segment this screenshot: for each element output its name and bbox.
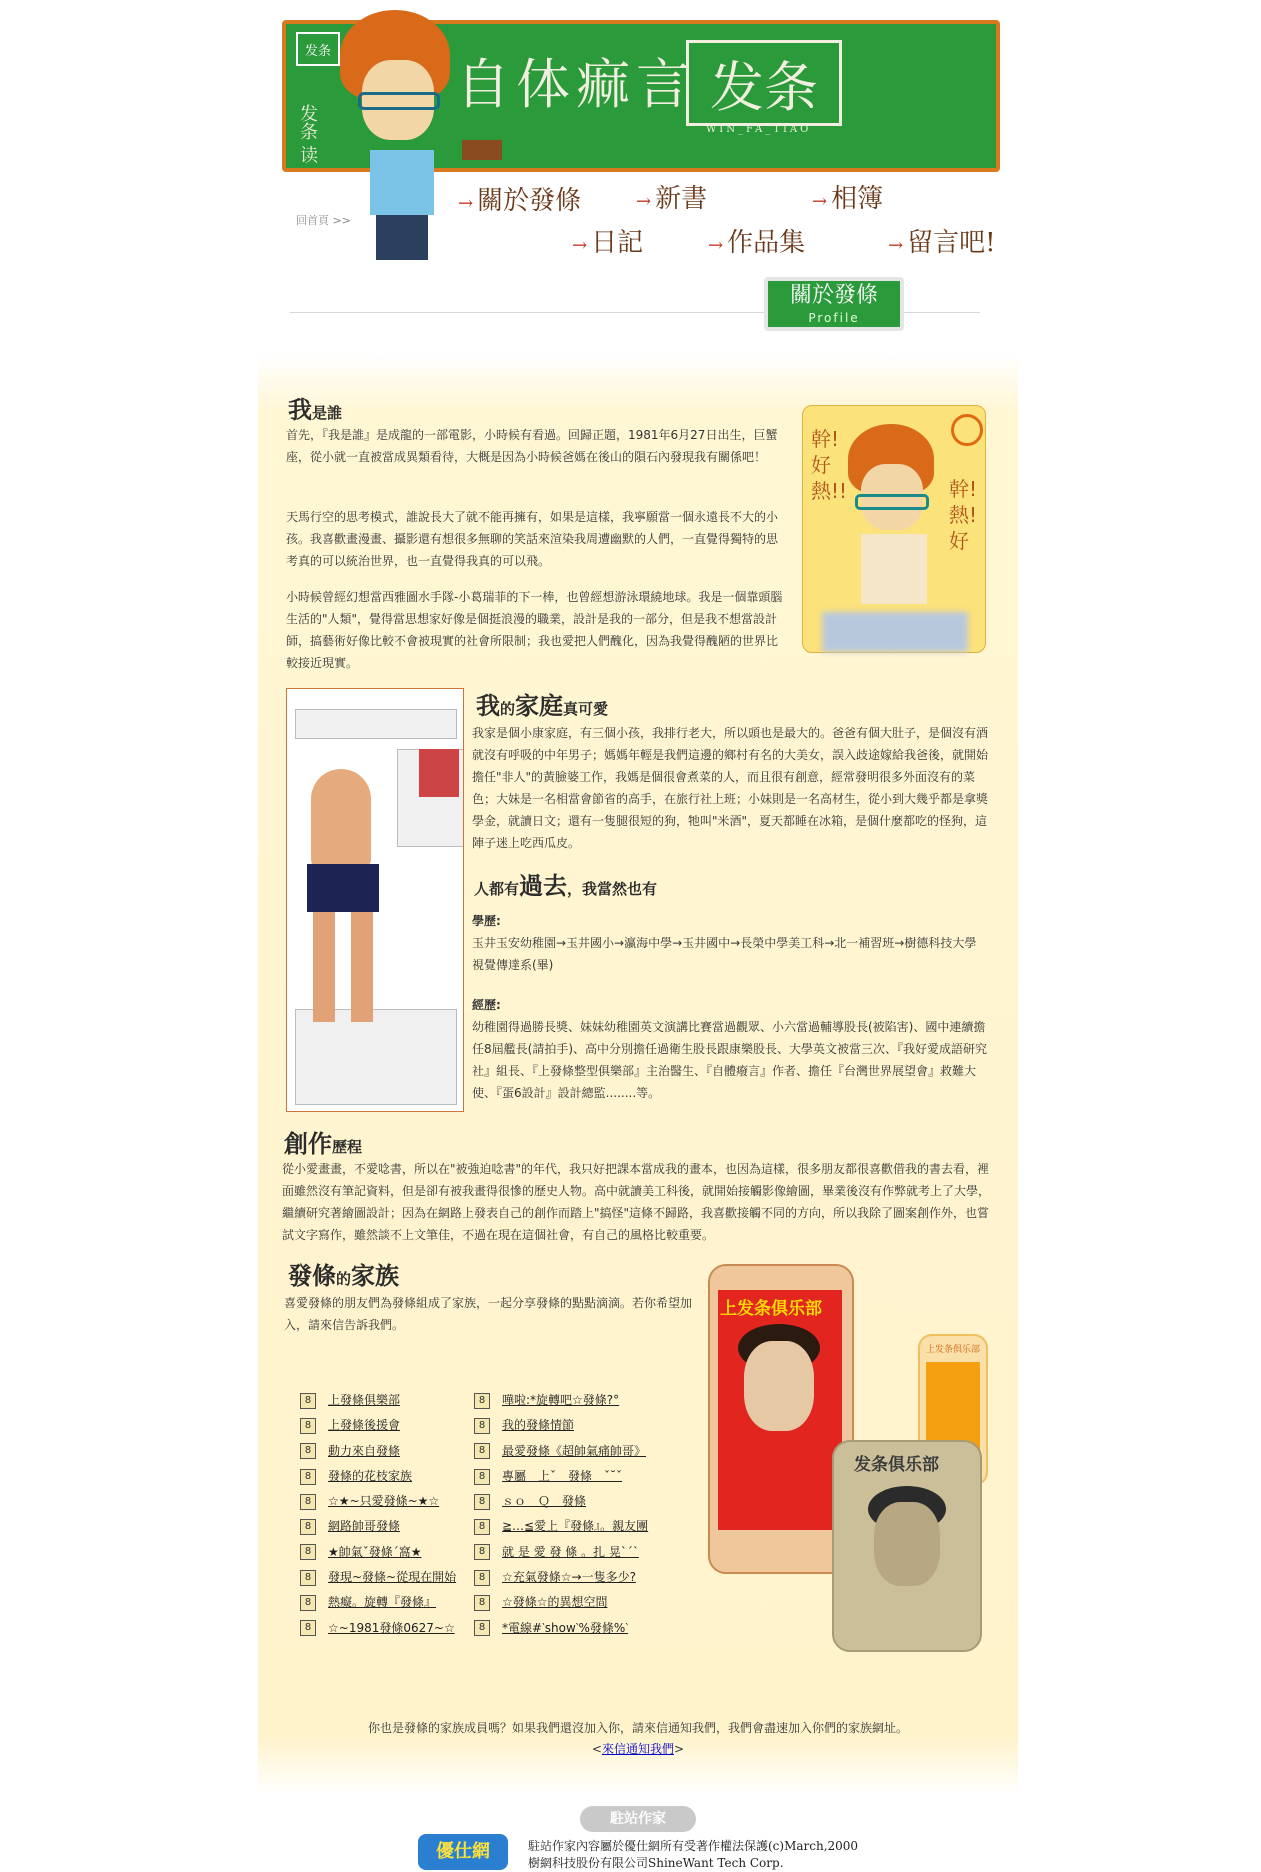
link-icon: 8	[300, 1469, 316, 1485]
club-link-row[interactable]	[300, 1489, 480, 1514]
link-icon: 8	[474, 1620, 490, 1636]
contact-us-link[interactable]: 來信通知我們	[601, 1742, 674, 1756]
poster-label: 上发条俱乐部	[720, 1299, 822, 1319]
club-links-column-1	[300, 1388, 480, 1641]
footer-note-text: 你也是發條的家族成員嗎？如果我們還沒加入你，請來信通知我們，我們會盡速加入你們的家族網址。	[367, 1721, 908, 1735]
board-side-text: 发条 读	[297, 104, 318, 164]
whoami-title-small: 是誰	[312, 404, 343, 422]
past-title-c: ，我當然也有	[567, 880, 658, 898]
club-link[interactable]: ☆~1981發條0627~☆	[328, 1620, 455, 1635]
portrait-scribble-left: 幹!好熱!!	[811, 427, 848, 503]
club-link[interactable]: ☆充氣發條☆→一隻多少?	[502, 1570, 636, 1585]
past-title-a: 人都有	[474, 880, 520, 898]
link-icon: 8	[300, 1418, 316, 1434]
club-link[interactable]: 發現~發條~從現在開始	[328, 1570, 457, 1585]
nav-guestbook-label: 留言吧!	[907, 228, 996, 258]
link-icon: 8	[474, 1519, 490, 1535]
clubs-title-b: 的	[336, 1270, 352, 1288]
nav-about-label: 關於發條	[477, 186, 582, 216]
home-link[interactable]: 回首頁 >>	[296, 214, 351, 227]
club-link-row[interactable]	[474, 1540, 704, 1565]
arrow-icon: →	[888, 235, 904, 256]
club-links-column-2	[474, 1388, 704, 1641]
club-link-row[interactable]	[474, 1616, 704, 1641]
club-link[interactable]: ☆發條☆的異想空間	[502, 1595, 608, 1610]
club-link-row[interactable]	[300, 1616, 480, 1641]
creation-paragraph: 從小愛畫畫，不愛唸書，所以在"被強迫唸書"的年代，我只好把課本當成我的畫本，也因為這樣，很多朋友都很喜歡借我的書去看，裡面雖然沒有筆記資料，但是卻有被我畫得很慘的歷史人物。高中就讀美工科後，就開始接觸影像繪圖，畢業後沒有作弊就考上了大學，繼續研究著繪圖設計；因為在網路上發表自己的創作而踏上"搞怪"這條不歸路，我喜歡接觸不同的方向，所以我除了圖案創作外，也嘗試文字寫作，雖然談不上文筆佳，不過在現在這個社會，有自己的風格比較重要。	[282, 1162, 991, 1242]
collage-shirt	[419, 749, 459, 797]
board-title: 自体痲言	[456, 53, 696, 116]
club-link-row[interactable]	[474, 1439, 704, 1464]
club-link[interactable]: 就 是 愛 發 條 。扎 晃ˋˊˋ	[502, 1544, 639, 1559]
family-title	[476, 686, 608, 721]
club-link[interactable]: ☆★~只愛發條~★☆	[328, 1494, 440, 1509]
clubs-intro: 喜愛發條的朋友們為發條組成了家族，一起分享發條的點點滴滴。若你希望加入，請來信告訴我們。	[284, 1296, 693, 1332]
mascot-shirt	[370, 150, 434, 215]
family-title-b: 的	[500, 700, 516, 718]
club-link[interactable]: 熱癡。旋轉『發條』	[328, 1595, 437, 1610]
club-link-row[interactable]	[300, 1413, 480, 1438]
footer-note	[258, 1718, 1018, 1760]
creation-title-small: 歷程	[332, 1138, 363, 1156]
club-link[interactable]: 動力來自發條	[328, 1443, 401, 1458]
link-icon: 8	[474, 1443, 490, 1459]
link-icon: 8	[474, 1494, 490, 1510]
nav-guestbook[interactable]	[888, 222, 996, 259]
club-link[interactable]: 上發條俱樂部	[328, 1393, 401, 1407]
nav-album[interactable]	[812, 178, 883, 215]
collage-panel	[295, 1009, 457, 1105]
brand-mini-logo[interactable]: 发条	[296, 32, 340, 66]
club-link-row[interactable]	[474, 1489, 704, 1514]
link-icon: 8	[474, 1469, 490, 1485]
board-brand-text: 发条	[710, 55, 818, 119]
club-link-row[interactable]	[474, 1590, 704, 1615]
collage-person-torso	[311, 769, 371, 869]
club-link[interactable]: 最愛發條《超帥氣痛帥哥》	[502, 1443, 647, 1458]
nav-portfolio[interactable]	[708, 222, 805, 259]
whoami-paragraph-2: 天馬行空的思考模式，誰說長大了就不能再擁有，如果是這樣，我寧願當一個永遠長不大的小孩。我喜歡畫漫畫、攝影還有想很多無聊的笑話來渲染我周遭幽默的人們，一直覺得獨特的思考真的可以統治世界，也一直覺得我真的可以飛。	[286, 510, 779, 568]
experience-label: 經歷:	[472, 998, 501, 1012]
eraser-icon	[462, 140, 502, 160]
club-link[interactable]: 發條的花枝家族	[328, 1468, 413, 1483]
link-icon: 8	[300, 1595, 316, 1611]
section-badge-sub: Profile	[808, 311, 860, 325]
creation-title	[284, 1124, 362, 1159]
club-link[interactable]: ｓｏ Ｑ 發條	[502, 1494, 587, 1509]
club-link-row[interactable]	[474, 1514, 704, 1539]
arrow-icon: →	[812, 191, 828, 212]
experience-text: 幼稚園得過勝長獎、妹妹幼稚園英文演講比賽當過觀眾、小六當過輔導股長(被陷害)、國中連續擔任8屆艦長(請拍手)、高中分別擔任過衛生股長跟康樂股長、大學英文被當三次、『我好愛成語研究社』組長、『上發條整型俱樂部』主治醫生、『自體癈言』作者、擔任『台灣世界展望會』救難大使、『蛋6設計』設計總監........等。	[472, 1020, 988, 1100]
clubs-title	[288, 1256, 399, 1291]
nav-new-book[interactable]	[636, 178, 707, 215]
club-link-row[interactable]	[300, 1464, 480, 1489]
nav-diary[interactable]	[572, 222, 643, 259]
copyright	[528, 1838, 908, 1872]
mascot-glasses-icon	[358, 92, 440, 110]
nav-about[interactable]	[458, 180, 581, 217]
club-link-row[interactable]	[300, 1565, 480, 1590]
collage-person-leg	[351, 912, 373, 1022]
arrow-icon: →	[458, 193, 474, 214]
link-icon: 8	[474, 1544, 490, 1560]
club-link-row[interactable]	[300, 1439, 480, 1464]
clubs-title-c: 家族	[351, 1261, 400, 1290]
arrow-icon: →	[708, 235, 724, 256]
mascot-pants	[376, 215, 428, 260]
arrow-icon: →	[636, 191, 652, 212]
copyright-line-1: 駐站作家內容屬於優仕網所有受著作權法保護(c)March,2000	[528, 1839, 859, 1853]
creation-title-big: 創作	[284, 1129, 332, 1158]
clubs-title-a: 發條	[288, 1261, 336, 1290]
board-subtitle: WIN_FA_TIAO	[706, 124, 812, 135]
club-poster-sepia[interactable]	[832, 1440, 982, 1652]
link-icon: 8	[474, 1570, 490, 1586]
collage-person-leg	[313, 912, 335, 1022]
section-badge-label: 關於發條	[789, 283, 878, 308]
board-brand-logo	[686, 40, 842, 126]
link-icon: 8	[300, 1519, 316, 1535]
club-link[interactable]: 我的發條情節	[502, 1418, 575, 1433]
club-link[interactable]: 專屬 上ˇ 發條 ˇ˘ˇ	[502, 1468, 623, 1483]
club-link-row[interactable]	[300, 1388, 480, 1413]
portrait-glasses-icon	[855, 494, 929, 510]
club-link[interactable]: ★帥氣ˇ發條ˊ窩★	[328, 1544, 422, 1559]
link-icon: 8	[474, 1418, 490, 1434]
club-link[interactable]: 嘩啦:*旋轉吧☆發條?°	[502, 1393, 620, 1407]
club-link[interactable]: 上發條後援會	[328, 1418, 401, 1433]
past-title	[474, 866, 657, 901]
link-icon: 8	[300, 1620, 316, 1636]
whoami-title-big: 我	[288, 395, 312, 424]
club-link-row[interactable]	[300, 1590, 480, 1615]
club-link-row[interactable]	[474, 1464, 704, 1489]
nav-portfolio-label: 作品集	[727, 228, 806, 258]
bracket-open: <	[591, 1742, 602, 1756]
family-title-d: 真可愛	[563, 700, 609, 718]
club-link-row[interactable]	[300, 1514, 480, 1539]
whoami-paragraph-1: 首先，『我是誰』是成龍的一部電影，小時候有看過。回歸正題，1981年6月27日出生，巨蟹座，從小就一直被當成異類看待，大概是因為小時候爸媽在後山的隕石內發現我有關係吧！	[286, 428, 778, 464]
blurred-caption	[822, 612, 968, 652]
family-title-a: 我	[476, 691, 500, 720]
portrait-body	[861, 534, 927, 604]
resident-writer-badge: 駐站作家	[580, 1806, 696, 1832]
club-link[interactable]: 網路帥哥發條	[328, 1519, 401, 1534]
link-icon: 8	[300, 1443, 316, 1459]
bracket-close: >	[674, 1742, 685, 1756]
past-title-b: 過去	[519, 871, 568, 900]
collage-panel	[295, 709, 457, 739]
club-link-row[interactable]	[474, 1388, 704, 1413]
collage-person-shorts	[307, 864, 379, 912]
link-icon: 8	[300, 1494, 316, 1510]
footer-contact-line	[258, 1739, 1018, 1760]
club-link-row[interactable]	[300, 1540, 480, 1565]
copyright-line-2: 樹網科技股份有限公司ShineWant Tech Corp.	[528, 1856, 784, 1870]
family-paragraph: 我家是個小康家庭，有三個小孩，我排行老大，所以頭也是最大的。爸爸有個大肚子，是個沒有酒就沒有呼吸的中年男子；媽媽年輕是我們這邊的鄉村有名的大美女，誤入歧途嫁給我爸後，就開始擔任"非人"的黃臉婆工作，我媽是個很會煮菜的人，而且很有創意，經常發明很多外面沒有的菜色；大妹是一名相當會節省的高手，在旅行社上班；小妹則是一名高材生，從小到大幾乎都是拿獎學金，就讀日文；還有一隻腿很短的狗，牠叫"米酒"，夏天都睡在冰箱，是個什麼都吃的怪狗，這陣子迷上吃西瓜皮。	[472, 726, 989, 850]
nav-new-book-label: 新書	[655, 184, 708, 214]
club-link[interactable]: ≧…≦愛上『發條』。親友團	[502, 1519, 649, 1534]
whoami-title	[288, 390, 342, 425]
section-badge	[764, 277, 904, 331]
portrait-scribble-right: 幹!熱!好	[949, 477, 978, 553]
cartoon-mascot	[340, 10, 460, 265]
youshi-logo[interactable]: 優仕網	[418, 1834, 508, 1870]
link-icon: 8	[474, 1393, 490, 1409]
poster-label: 上发条俱乐部	[926, 1345, 981, 1355]
whoami-paragraph-3: 小時候曾經幻想當西雅圖水手隊-小葛瑞菲的下一棒，也曾經想游泳環繞地球。我是一個靠頭腦生活的"人類"，覺得當思想家好像是個挺浪漫的職業，設計是我的一部分，但是我不想當設計師，搞藝術好像比較不會被現實的社會所限制；我也愛把人們醜化，因為我覺得醜陋的世界比較接近現實。	[286, 590, 783, 670]
link-icon: 8	[300, 1544, 316, 1560]
link-icon: 8	[474, 1595, 490, 1611]
poster-face	[744, 1341, 814, 1431]
education-text: 玉井玉安幼稚園→玉井國小→瀛海中學→玉井國中→長榮中學美工科→北一補習班→樹德科技大學 視覺傳達系(畢)	[472, 936, 977, 972]
nav-diary-label: 日記	[591, 228, 644, 258]
education-label: 學歷:	[472, 914, 501, 928]
club-link-row[interactable]	[474, 1565, 704, 1590]
club-link-row[interactable]	[474, 1413, 704, 1438]
sun-icon	[951, 414, 983, 446]
link-icon: 8	[300, 1570, 316, 1586]
poster-face	[874, 1502, 940, 1586]
link-icon: 8	[300, 1393, 316, 1409]
arrow-icon: →	[572, 235, 588, 256]
family-photo-collage	[286, 688, 464, 1112]
poster-label: 发条俱乐部	[854, 1455, 939, 1475]
family-title-c: 家庭	[515, 691, 564, 720]
club-link[interactable]: *電線#‵show‵%發條%‵	[502, 1620, 629, 1635]
nav-album-label: 相簿	[831, 184, 884, 214]
